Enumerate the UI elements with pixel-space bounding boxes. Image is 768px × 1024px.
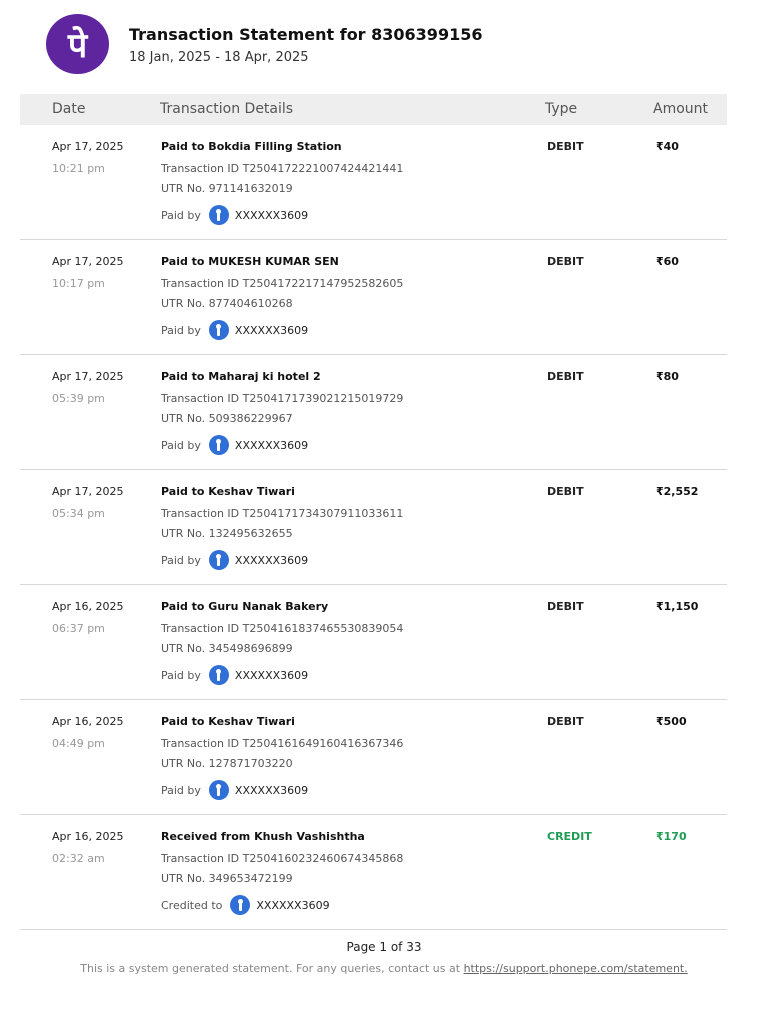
- credited-to: [161, 895, 330, 915]
- paid-by-label: Paid by: [161, 438, 201, 452]
- transaction-title: Received from Khush Vashishtha: [161, 830, 365, 843]
- paid-by: [161, 780, 308, 800]
- account-number: XXXXXX3609: [234, 323, 309, 337]
- footer-note-text: This is a system generated statement. For any queries, contact us at: [80, 962, 461, 975]
- utr-number: UTR No. 877404610268: [161, 297, 293, 310]
- utr-number: UTR No. 132495632655: [161, 527, 293, 540]
- paid-by-label: Paid by: [161, 668, 201, 682]
- transaction-id: Transaction ID T2504172217147952582605: [161, 277, 404, 290]
- transaction-id: Transaction ID T2504171739021215019729: [161, 392, 404, 405]
- transaction-amount: ₹2,552: [656, 485, 699, 498]
- statement-header: [46, 14, 482, 74]
- statement-period: 18 Jan, 2025 - 18 Apr, 2025: [129, 50, 309, 65]
- account-number: XXXXXX3609: [234, 438, 309, 452]
- account-number: XXXXXX3609: [234, 668, 309, 682]
- transaction-time: 06:37 pm: [52, 622, 105, 635]
- transaction-date: Apr 17, 2025: [52, 485, 124, 498]
- transaction-type: CREDIT: [547, 830, 592, 843]
- transaction-title: Paid to Guru Nanak Bakery: [161, 600, 329, 613]
- transaction-date: Apr 17, 2025: [52, 140, 124, 153]
- column-header-date: Date: [52, 101, 86, 117]
- column-header-type: Type: [545, 101, 578, 117]
- bank-icon: [209, 550, 229, 570]
- bank-icon: [209, 435, 229, 455]
- bank-icon: [209, 205, 229, 225]
- transaction-id: Transaction ID T2504172221007424421441: [161, 162, 404, 175]
- header-text: [129, 23, 482, 65]
- paid-by-label: Paid by: [161, 783, 201, 797]
- utr-number: UTR No. 349653472199: [161, 872, 293, 885]
- transaction-time: 10:21 pm: [52, 162, 105, 175]
- transaction-date: Apr 16, 2025: [52, 600, 124, 613]
- paid-by-label: Paid by: [161, 208, 201, 222]
- account-number: XXXXXX3609: [234, 553, 309, 567]
- transaction-type: DEBIT: [547, 715, 584, 728]
- paid-by-label: Paid by: [161, 323, 201, 337]
- paid-by: [161, 550, 308, 570]
- transaction-list: [20, 125, 727, 930]
- transaction-row: [20, 700, 727, 815]
- transaction-title: Paid to Bokdia Filling Station: [161, 140, 342, 153]
- transaction-time: 05:39 pm: [52, 392, 105, 405]
- bank-icon: [230, 895, 250, 915]
- transaction-id: Transaction ID T2504161649160416367346: [161, 737, 404, 750]
- column-header-details: Transaction Details: [160, 101, 294, 117]
- page-indicator: Page 1 of 33: [346, 940, 422, 954]
- paid-by: [161, 435, 308, 455]
- bank-icon: [209, 665, 229, 685]
- paid-by: [161, 665, 308, 685]
- transaction-amount: ₹80: [656, 370, 679, 383]
- paid-by: [161, 205, 308, 225]
- bank-icon: [209, 320, 229, 340]
- utr-number: UTR No. 127871703220: [161, 757, 293, 770]
- transaction-type: DEBIT: [547, 485, 584, 498]
- transaction-amount: ₹60: [656, 255, 679, 268]
- transaction-amount: ₹1,150: [656, 600, 699, 613]
- transaction-title: Paid to Maharaj ki hotel 2: [161, 370, 321, 383]
- transaction-date: Apr 17, 2025: [52, 255, 124, 268]
- transaction-title: Paid to MUKESH KUMAR SEN: [161, 255, 339, 268]
- transaction-row: [20, 125, 727, 240]
- transaction-amount: ₹500: [656, 715, 687, 728]
- transaction-date: Apr 16, 2025: [52, 715, 124, 728]
- transaction-date: Apr 17, 2025: [52, 370, 124, 383]
- transaction-title: Paid to Keshav Tiwari: [161, 715, 295, 728]
- paid-by-label: Paid by: [161, 553, 201, 567]
- transaction-row: [20, 470, 727, 585]
- paid-by: [161, 320, 308, 340]
- transaction-type: DEBIT: [547, 140, 584, 153]
- transaction-id: Transaction ID T2504160232460674345868: [161, 852, 404, 865]
- transaction-time: 05:34 pm: [52, 507, 105, 520]
- account-number: XXXXXX3609: [256, 898, 330, 912]
- utr-number: UTR No. 345498696899: [161, 642, 293, 655]
- transaction-type: DEBIT: [547, 600, 584, 613]
- credited-to-label: Credited to: [161, 898, 223, 912]
- transaction-row: [20, 815, 727, 930]
- transaction-date: Apr 16, 2025: [52, 830, 124, 843]
- column-header-amount: Amount: [653, 101, 709, 117]
- utr-number: UTR No. 509386229967: [161, 412, 293, 425]
- utr-number: UTR No. 971141632019: [161, 182, 293, 195]
- phonepe-logo-icon: [46, 14, 109, 74]
- transaction-row: [20, 585, 727, 700]
- transaction-row: [20, 240, 727, 355]
- table-header: [20, 94, 727, 125]
- transaction-row: [20, 355, 727, 470]
- statement-title: Transaction Statement for 8306399156: [129, 25, 483, 44]
- account-number: XXXXXX3609: [234, 783, 309, 797]
- transaction-id: Transaction ID T2504161837465530839054: [161, 622, 404, 635]
- transaction-type: DEBIT: [547, 370, 584, 383]
- transaction-time: 02:32 am: [52, 852, 105, 865]
- transaction-title: Paid to Keshav Tiwari: [161, 485, 295, 498]
- transaction-id: Transaction ID T2504171734307911033611: [161, 507, 404, 520]
- transaction-time: 10:17 pm: [52, 277, 105, 290]
- transaction-time: 04:49 pm: [52, 737, 105, 750]
- bank-icon: [209, 780, 229, 800]
- account-number: XXXXXX3609: [234, 208, 309, 222]
- footer-note: [0, 962, 768, 975]
- transaction-amount: ₹40: [656, 140, 679, 153]
- transaction-amount: ₹170: [656, 830, 687, 843]
- support-link[interactable]: https://support.phonepe.com/statement.: [463, 962, 688, 975]
- transaction-type: DEBIT: [547, 255, 584, 268]
- logo-glyph: पे: [67, 26, 88, 66]
